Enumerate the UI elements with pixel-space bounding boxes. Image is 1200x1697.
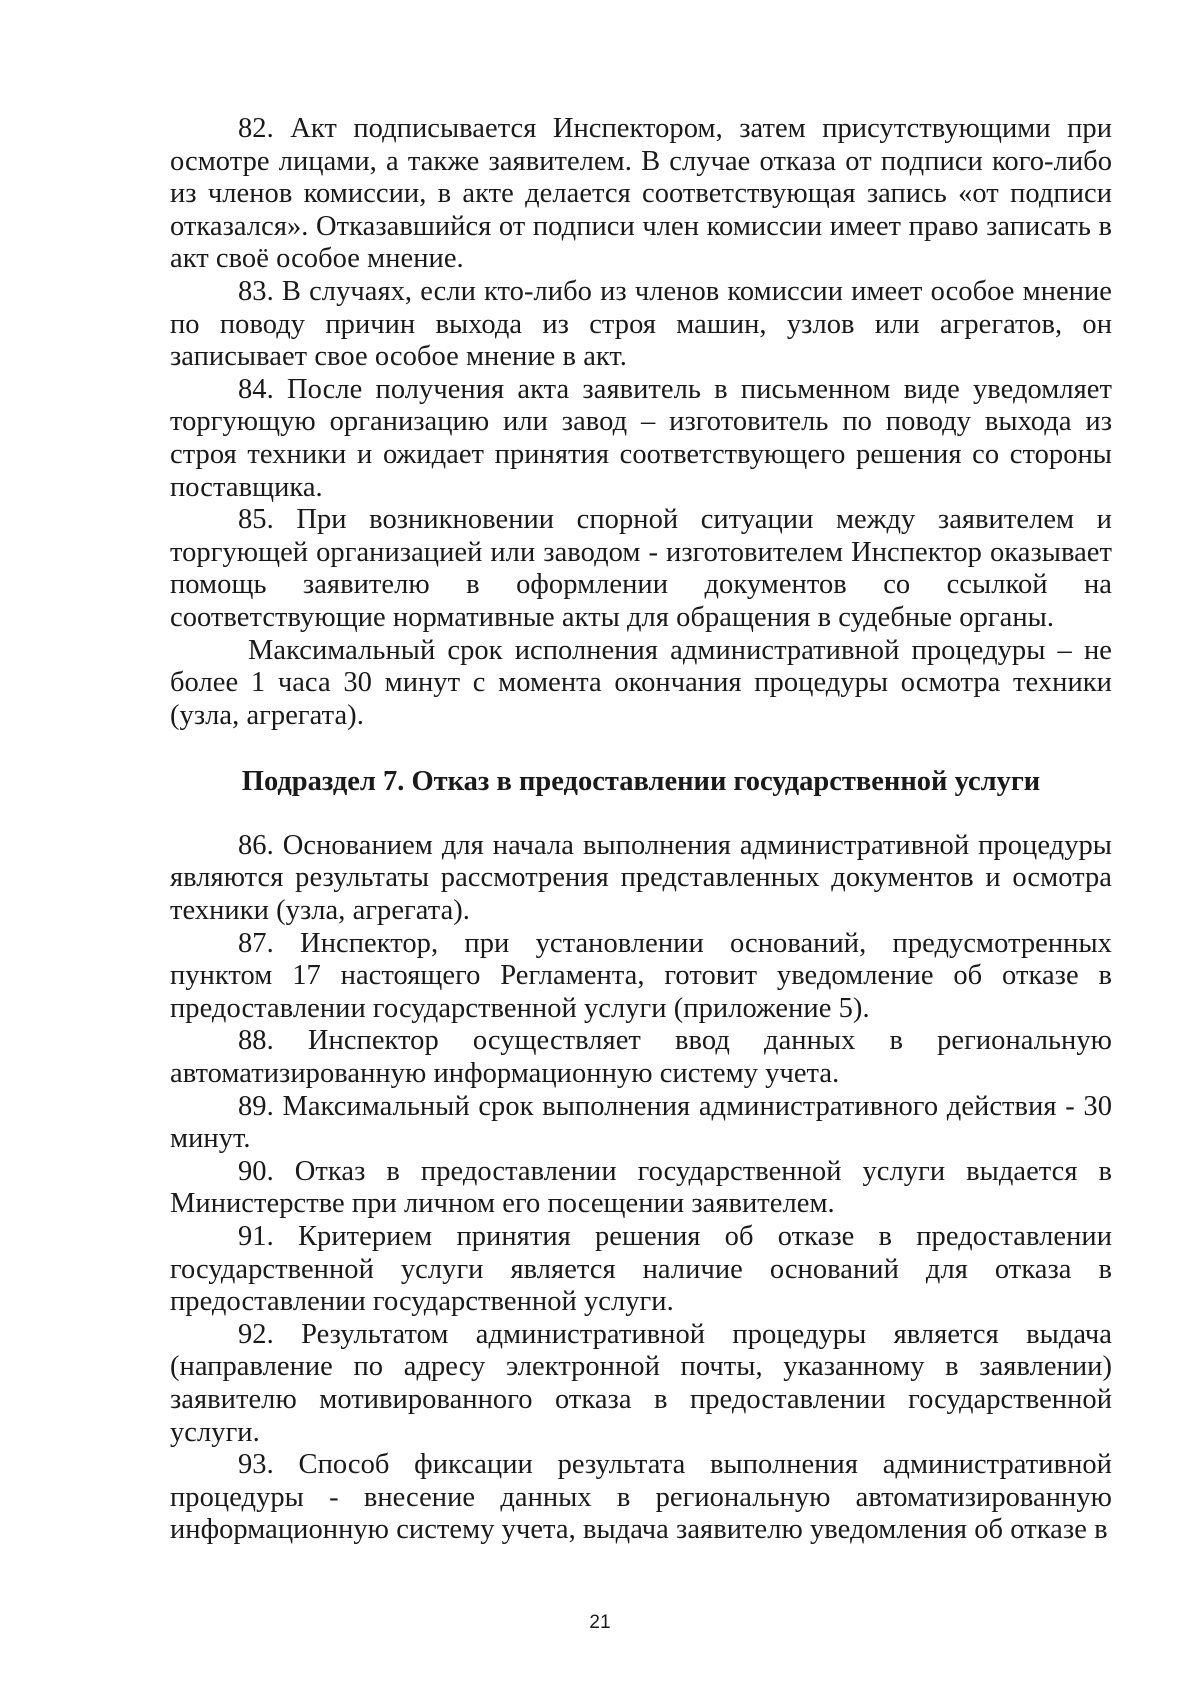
paragraph-87: 87. Инспектор, при установлении оснований, предусмотренных пунктом 17 настоящего Регламента, готовит уведомление об отказе в предоставлении государственной услуги (приложение 5). [170, 927, 1112, 1024]
paragraph-max-term: Максимальный срок исполнения административной процедуры – не более 1 часа 30 минут с момента окончания процедуры осмотра техники (узла, агрегата). [170, 634, 1112, 731]
paragraph-84: 84. После получения акта заявитель в письменном виде уведомляет торгующую организацию или завод – изготовитель по поводу выхода из строя техники и ожидает принятия соответствующего решения со стороны поставщика. [170, 373, 1112, 503]
paragraph-90: 90. Отказ в предоставлении государственной услуги выдается в Министерстве при личном его посещении заявителем. [170, 1155, 1112, 1220]
paragraph-88: 88. Инспектор осуществляет ввод данных в региональную автоматизированную информационную систему учета. [170, 1025, 1112, 1090]
paragraph-86: 86. Основанием для начала выполнения административной процедуры являются результаты рассмотрения представленных документов и осмотра техники (узла, агрегата). [170, 829, 1112, 927]
paragraph-82: 82. Акт подписывается Инспектором, затем присутствующими при осмотре лицами, а также заявителем. В случае отказа от подписи кого-либо из членов комиссии, в акте делается соответствующая запись «от подписи отказался». Отказавшийся от подписи член комиссии имеет право записать в акт своё особое мнение. [170, 113, 1112, 275]
paragraph-85: 85. При возникновении спорной ситуации между заявителем и торгующей организацией или заводом - изготовителем Инспектор оказывает помощь заявителю в оформлении документов со ссылкой на соответствующие нормативные акты для обращения в судебные органы. [170, 504, 1112, 633]
section-heading: Подраздел 7. Отказ в предоставлении государственной услуги [241, 766, 1041, 798]
page-number: 21 [589, 1612, 611, 1633]
paragraph-93: 93. Способ фиксации результата выполнения административной процедуры - внесение данных в региональную автоматизированную информационную систему учета, выдача заявителю уведомления об отказе в [170, 1449, 1112, 1546]
paragraph-83: 83. В случаях, если кто-либо из членов комиссии имеет особое мнение по поводу причин выхода из строя машин, узлов или агрегатов, он записывает свое особое мнение в акт. [170, 275, 1112, 373]
paragraph-92: 92. Результатом административной процедуры является выдача (направление по адресу электронной почты, указанному в заявлении) заявителю мотивированного отказа в предоставлении государственной услуги. [170, 1318, 1112, 1448]
paragraph-89: 89. Максимальный срок выполнения административного действия - 30 минут. [170, 1090, 1112, 1155]
paragraph-91: 91. Критерием принятия решения об отказе в предоставлении государственной услуги является наличие оснований для отказа в предоставлении государственной услуги. [170, 1221, 1112, 1318]
document-body [170, 113, 1112, 1547]
